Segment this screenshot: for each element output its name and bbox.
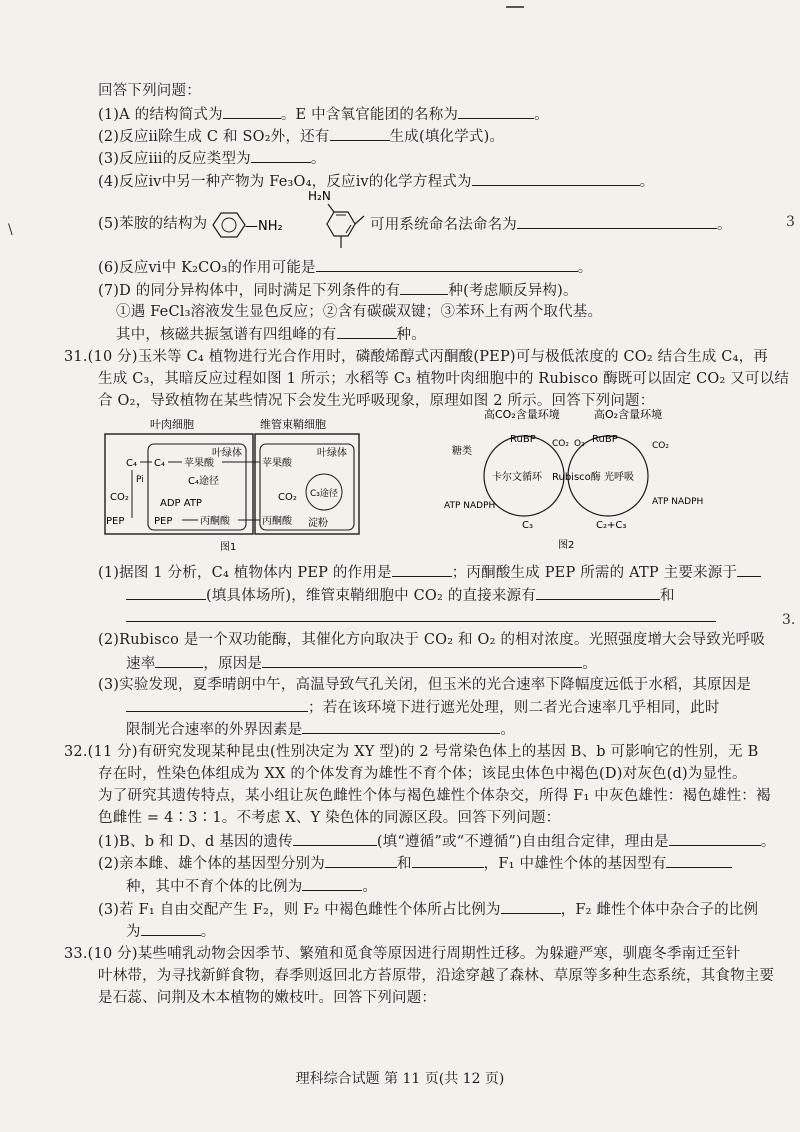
q32-stem-1: 32.(11 分)有研究发现某种昆虫(性别决定为 XY 型)的 2 号常染色体上的基因 B、b 可影响它的性别，无 B: [64, 744, 759, 760]
q31-sub1-line1: (1)据图 1 分析，C₄ 植物体内 PEP 的作用是 ；丙酮酸生成 PEP 所需的 ATP 主要来源于: [98, 562, 761, 583]
q30-part3: (3)反应ⅲ的反应类型为 。: [98, 148, 326, 169]
figure-2-photorespiration: [426, 404, 716, 552]
benzene-ring-2: [327, 212, 355, 236]
q30-part7-nmr: 其中，核磁共振氢谱有四组峰的有 种。: [116, 324, 426, 345]
q32-sub3-line2: 为 。: [126, 921, 215, 942]
q33-stem-1: 33.(10 分)某些哺乳动物会因季节、繁殖和觅食等原因进行周期性迁移。为躲避严寒，驯鹿冬季南迁至针: [64, 946, 741, 962]
fig2-c2c3: C₂+C₃: [596, 520, 627, 531]
fig2-co2-top: CO₂: [552, 439, 569, 449]
q30-intro: 回答下列问题：: [98, 83, 201, 99]
fig1-pi: Pi: [136, 475, 144, 485]
aniline-structure: [205, 208, 285, 242]
figure-1-c4-pathway: [102, 414, 364, 554]
fig2-rubp-2: RuBP: [592, 434, 618, 445]
q31-stem-2: 生成 C₃，其暗反应过程如图 1 所示；水稻等 C₃ 植物叶肉细胞中的 Rubisco 酶既可以固定 CO₂ 又可以结: [98, 371, 790, 387]
fig2-atp-nadph-right: ATP NADPH: [652, 497, 704, 507]
fig1-malate-2: 苹果酸: [262, 458, 292, 469]
benzene-ring: [213, 213, 245, 237]
q31-stem-3: 合 O₂，导致植物在某些情况下会发生光呼吸现象，原理如图 2 所示。回答下列问题：: [98, 393, 655, 409]
q30-part7: (7)D 的同分异构体中，同时满足下列条件的有 种(考虑顺反异构)。: [98, 280, 578, 301]
methyl-bond-1: [355, 216, 364, 224]
fig1-caption: 图1: [220, 542, 237, 553]
margin-mark-right-mid: 3.: [782, 612, 796, 628]
q33-stem-3: 是石蕊、问荆及木本植物的嫩枝叶。回答下列问题：: [98, 990, 437, 1006]
fig2-rubp-1: RuBP: [510, 434, 536, 445]
q31-sub2-line2: 速率 ，原因是 。: [126, 653, 597, 674]
q31-sub1-line3: [126, 607, 716, 628]
aniline-nh2: —NH₂: [245, 219, 283, 234]
fig2-photoresp: 光呼吸: [604, 472, 634, 483]
fig2-caption: 图2: [558, 540, 575, 551]
fig1-pep-left: PEP: [106, 516, 125, 527]
amine-h2n-label: H₂N: [308, 189, 331, 203]
q30-part5: (5)苯胺的结构为: [98, 216, 208, 232]
fig1-adp-atp: ADP ATP: [160, 498, 202, 509]
margin-mark-left: \: [8, 222, 13, 238]
q30-part6: (6)反应ⅵ中 K₂CO₃的作用可能是 。: [98, 257, 592, 278]
fig1-pep-inner: PEP: [154, 516, 173, 527]
fig1-malate-1: 苹果酸: [184, 458, 214, 469]
q30-part5-tail: 可用系统命名法命名为 。: [370, 214, 732, 235]
q32-stem-3: 为了研究其遗传特点，某小组让灰色雌性个体与褐色雄性个体杂交，所得 F₁ 中灰色雄性：褐色雄性：褐: [98, 788, 771, 804]
q30-part7-conditions: ①遇 FeCl₃溶液发生显色反应；②含有碳碳双键；③苯环上有两个取代基。: [116, 304, 603, 320]
fig1-chloroplast-1: 叶绿体: [212, 448, 242, 459]
page-footer: 理科综合试题 第 11 页(共 12 页): [295, 1071, 505, 1087]
fig1-c4-inner: C₄: [154, 458, 165, 469]
q31-stem-1: 31.(10 分)玉米等 C₄ 植物进行光合作用时，磷酸烯醇式丙酮酸(PEP)可与极低浓度的 CO₂ 结合生成 C₄，再: [64, 349, 768, 365]
q32-sub2-line2: 种，其中不育个体的比例为 。: [126, 876, 377, 897]
fig2-sugar: 糖类: [452, 446, 472, 457]
q31-sub3-line3: 限制光合速率的外界因素是 。: [126, 719, 515, 740]
scan-mark: [506, 6, 524, 8]
fig2-atp-nadph-left: ATP NADPH: [444, 501, 496, 511]
q31-sub2-line1: (2)Rubisco 是一个双功能酶，其催化方向取决于 CO₂ 和 O₂ 的相对浓度。光照强度增大会导致光呼吸: [98, 632, 766, 648]
q31-sub3-line2: ；若在该环境下进行遮光处理，则二者光合速率几乎相同，此时: [126, 697, 720, 718]
fig1-co2-right: CO₂: [278, 492, 297, 503]
fig1-pyruvate-1: 丙酮酸: [200, 516, 230, 527]
fig1-c4-pathway-label: C₄途径: [188, 476, 219, 487]
fig1-c3-pathway: C₃途径: [310, 489, 338, 499]
fig2-rubisco: Rubisco酶: [552, 472, 601, 483]
q30-part4: (4)反应ⅳ中另一种产物为 Fe₃O₄，反应ⅳ的化学方程式为 。: [98, 171, 654, 192]
fig2-high-o2: 高O₂含量环境: [594, 408, 663, 421]
margin-mark-right-top: 3: [786, 214, 795, 230]
fig2-c3: C₃: [522, 520, 533, 531]
q30-part2: (2)反应ⅱ除生成 C 和 SO₂外，还有 生成(填化学式)。: [98, 126, 504, 147]
fig1-co2-left: CO₂: [110, 492, 129, 503]
fig1-pyruvate-2: 丙酮酸: [262, 516, 292, 527]
q33-stem-2: 叶林带，为寻找新鲜食物，春季则返回北方苔原带，沿途穿越了森林、草原等多种生态系统，其食物主要: [98, 968, 775, 984]
q32-stem-2: 存在时，性染色体组成为 XX 的个体发育为雄性不育个体；该昆虫体色中褐色(D)对灰色(d)为显性。: [98, 766, 747, 782]
aromatic-circle: [222, 218, 236, 232]
fig2-o2-top: O₂: [574, 439, 585, 449]
fig1-starch: 淀粉: [308, 518, 328, 529]
fig2-co2-right: CO₂: [652, 441, 669, 451]
fig1-chloroplast-2: 叶绿体: [317, 448, 347, 459]
q31-sub1-line2: (填具体场所)，维管束鞘细胞中 CO₂ 的直接来源有 和: [126, 585, 675, 606]
fig2-high-co2: 高CO₂含量环境: [484, 408, 560, 421]
q30-part1: (1)A 的结构简式为 。E 中含氧官能团的名称为 。: [98, 104, 549, 125]
q32-sub2-line1: (2)亲本雌、雄个体的基因型分别为 和 ，F₁ 中雄性个体的基因型有: [98, 853, 732, 874]
q32-stem-4: 色雌性 = 4∶3∶1。不考虑 X、Y 染色体的同源区段。回答下列问题：: [98, 810, 561, 826]
q32-sub3-line1: (3)若 F₁ 自由交配产生 F₂，则 F₂ 中褐色雌性个体所占比例为 ，F₂ 雌性个体中杂合子的比例: [98, 899, 758, 920]
fig1-bundle-sheath-label: 维管束鞘细胞: [260, 418, 326, 431]
fig2-calvin: 卡尔文循环: [492, 472, 542, 483]
n-bond: [328, 204, 334, 212]
q32-sub1: (1)B、b 和 D、d 基因的遗传 (填“遵循”或“不遵循”)自由组合定律，理由是 。: [98, 831, 776, 852]
fig1-mesophyll-label: 叶肉细胞: [150, 418, 194, 431]
dimethylaniline-structure: [300, 186, 370, 252]
q31-sub3-line1: (3)实验发现，夏季晴朗中午，高温导致气孔关闭，但玉米的光合速率下降幅度远低于水稻，其原因是: [98, 677, 752, 693]
fig1-c4-left: C₄: [126, 458, 137, 469]
